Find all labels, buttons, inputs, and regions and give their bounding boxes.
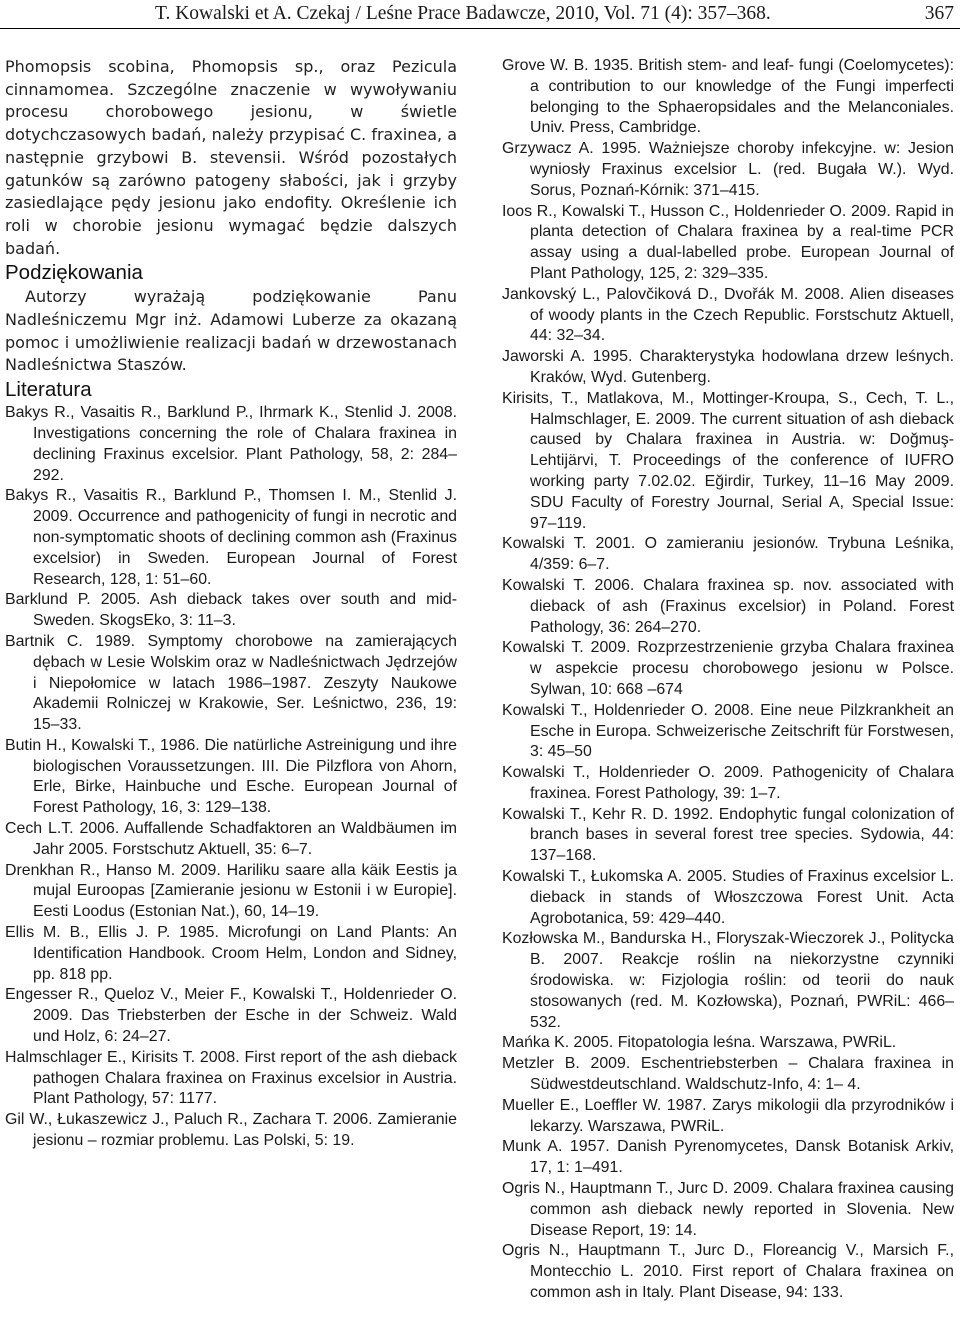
reference-item: Barklund P. 2005. Ash dieback takes over south and mid-Sweden. SkogsEko, 3: 11–3. <box>5 591 457 630</box>
left-column <box>5 56 457 1152</box>
reference-item: Jaworski A. 1995. Charakterystyka hodowlana drzew leśnych. Kraków, Wyd. Gutenberg. <box>502 348 954 386</box>
reference-item: Grove W. B. 1935. British stem- and leaf- fungi (Coelomycetes): a contribution to our knowledge of the Fungi imperfecti belonging to the Sphaeropsidales and the Melanconiales. Univ. Press, Cambridge. <box>502 57 954 137</box>
right-column <box>502 56 954 1304</box>
reference-item: Kowalski T., Łukomska A. 2005. Studies of Fraxinus excelsior L. dieback in stands of Włoszczowa Forest Unit. Acta Agrobotanica, 59: 429–440. <box>502 868 954 927</box>
reference-item: Gil W., Łukaszewicz J., Paluch R., Zachara T. 2006. Zamieranie jesionu – rozmiar problemu. Las Polski, 5: 19. <box>5 1111 457 1150</box>
reference-item: Kowalski T. 2001. O zamieraniu jesionów. Trybuna Leśnika, 4/359: 6–7. <box>502 535 954 574</box>
reference-item: Kowalski T., Kehr R. D. 1992. Endophytic fungal colonization of branch bases in several forest tree species. Sydowia, 44: 137–168. <box>502 805 954 865</box>
reference-item: Halmschlager E., Kirisits T. 2008. First report of the ash dieback pathogen Chalara fraxinea on Fraxinus excelsior in Austria. Plant Pathology, 57: 1177. <box>5 1048 457 1108</box>
page-number: 367 <box>924 3 954 24</box>
reference-item: Bakys R., Vasaitis R., Barklund P., Thomsen I. M., Stenlid J. 2009. Occurrence and pathogenicity of fungi in necrotic and non-symptomatic shoots of declining common ash (Fraxinus excelsior) in Sweden. European Journal of Forest Research, 128, 1: 51–60. <box>5 487 457 588</box>
reference-item: Kowalski T. 2006. Chalara fraxinea sp. nov. associated with dieback of ash (Fraxinus excelsior) in Poland. Forest Pathology, 36: 264–270. <box>502 576 954 636</box>
reference-item: Grzywacz A. 1995. Ważniejsze choroby infekcyjne. w: Jesion wyniosły Fraxinus excelsior L. (red. Bugała W.). Wyd. Sorus, Poznań-Kórnik: 371–415. <box>502 140 954 199</box>
reference-item: Jankovský L., Palovčiková D., Dvořák M. 2008. Alien diseases of woody plants in the Czech Republic. Forstschutz Aktuell, 44: 32–34. <box>502 285 954 345</box>
reference-item: Kowalski T., Holdenrieder O. 2008. Eine neue Pilzkrankheit an Esche in Europa. Schweizerische Zeitschrift für Forstwesen, 3: 45–50 <box>502 701 954 761</box>
reference-item: Ellis M. B., Ellis J. P. 1985. Microfungi on Land Plants: An Identification Handbook. Croom Helm, London and Sidney, pp. 818 pp. <box>5 924 457 983</box>
reference-item: Ogris N., Hauptmann T., Jurc D. 2009. Chalara fraxinea causing common ash dieback newly reported in Slovenia. New Disease Report, 19: 14. <box>502 1180 954 1239</box>
reference-item: Engesser R., Queloz V., Meier F., Kowalski T., Holdenrieder O. 2009. Das Triebsterben der Esche in der Schweiz. Wald und Holz, 6: 24–27. <box>5 986 457 1046</box>
reference-item: Metzler B. 2009. Eschentriebsterben – Chalara fraxinea in Südwestdeutschland. Waldschutz-Info, 4: 1– 4. <box>502 1055 954 1094</box>
running-header <box>0 2 960 29</box>
running-header-citation: T. Kowalski et A. Czekaj / Leśne Prace Badawcze, 2010, Vol. 71 (4): 357–368. <box>155 3 771 24</box>
reference-item: Ogris N., Hauptmann T., Jurc D., Floreancig V., Marsich F., Montecchio L. 2010. First report of Chalara fraxinea on common ash in Italy. Plant Disease, 94: 133. <box>502 1242 954 1302</box>
reference-item: Kowalski T., Holdenrieder O. 2009. Pathogenicity of Chalara fraxinea. Forest Pathology, 39: 1–7. <box>502 764 954 802</box>
literature-heading: Literatura <box>5 378 92 402</box>
acknowledgements-heading: Podziękowania <box>5 261 143 285</box>
reference-item: Butin H., Kowalski T., 1986. Die natürliche Astreinigung und ihre biologischen Voraussetzungen. III. Die Pilzflora von Ahorn, Erle, Birke, Hainbuche und Esche. European Journal of Forest Pathology, 16, 3: 129–138. <box>5 736 457 817</box>
intro-paragraph: Phomopsis scobina, Phomopsis sp., oraz Pezicula cinnamomea. Szczególne znaczenie w wywoływaniu procesu chorobowego jesionu, w świetle dotychczasowych badań, należy przypisać C. fraxinea, a następnie grzybowi B. stevensii. Wśród pozostałych gatunków są zarówno patogeny słabości, jak i grzyby zasiedlające pędy jesionu jako endofity. Określenie ich roli w chorobie jesionu wymagać będzie dalszych badań. <box>5 57 458 258</box>
references-left-list <box>5 403 457 1152</box>
reference-item: Bartnik C. 1989. Symptomy chorobowe na zamierających dębach w Lesie Wolskim oraz w Nadleśnictwach Jędrzejów i Niepołomice w latach 1986–1987. Zeszyty Naukowe Akademii Rolniczej w Krakowie, Ser. Leśnictwo, 236, 19: 15–33. <box>5 632 457 734</box>
reference-item: Kirisits, T., Matlakova, M., Mottinger-Kroupa, S., Cech, T. L., Halmschlager, E. 2009. The current situation of ash dieback caused by Chalara fraxinea in Austria. w: Doğmuş-Lehtijärvi, T. Proceedings of the conference of IUFRO working party 7.02.02. Eğirdir, Turkey, 11–16 May 2009. SDU Faculty of Forestry Journal, Serial A, Special Issue: 97–119. <box>502 389 954 532</box>
reference-item: Bakys R., Vasaitis R., Barklund P., Ihrmark K., Stenlid J. 2008. Investigations concerning the role of Chalara fraxinea in declining Fraxinus excelsior. Plant Pathology, 58, 2: 284–292. <box>5 404 457 484</box>
reference-item: Drenkhan R., Hanso M. 2009. Hariliku saare alla käik Eestis ja mujal Euroopas [Zamieranie jesionu w Estonii i w Europie]. Eesti Loodus (Estonian Nat.), 60, 14–19. <box>5 861 457 921</box>
reference-item: Cech L.T. 2006. Auffallende Schadfaktoren an Waldbäumen im Jahr 2005. Forstschutz Aktuell, 35: 6–7. <box>5 820 457 858</box>
reference-item: Mueller E., Loeffler W. 1987. Zarys mikologii dla przyrodników i lekarzy. Warszawa, PWRiL. <box>502 1096 954 1135</box>
references-right-list <box>502 56 954 1304</box>
reference-item: Mańka K. 2005. Fitopatologia leśna. Warszawa, PWRiL. <box>502 1034 897 1052</box>
reference-item: Munk A. 1957. Danish Pyrenomycetes, Dansk Botanisk Arkiv, 17, 1: 1–491. <box>502 1138 954 1177</box>
acknowledgements-text: Autorzy wyrażają podziękowanie Panu Nadleśniczemu Mgr inż. Adamowi Luberze za okazaną pomoc i umożliwienie realizacji badań w drzewostanach Nadleśnictwa Staszów. <box>5 287 457 375</box>
reference-item: Kowalski T. 2009. Rozprzestrzenienie grzyba Chalara fraxinea w aspekcie procesu chorobowego jesionu w Polsce. Sylwan, 10: 668 –674 <box>502 639 954 698</box>
reference-item: Kozłowska M., Bandurska H., Floryszak-Wieczorek J., Politycka B. 2007. Reakcje roślin na niekorzystne czynniki środowiska. w: Fizjologia roślin: od teorii do nauk stosowanych (red. M. Kozłowska), Poznań, PWRiL: 466–532. <box>502 930 954 1031</box>
reference-item: Ioos R., Kowalski T., Husson C., Holdenrieder O. 2009. Rapid in planta detection of Chalara fraxinea by a real-time PCR assay using a dual-labelled probe. European Journal of Plant Pathology, 125, 2: 329–335. <box>502 202 954 282</box>
